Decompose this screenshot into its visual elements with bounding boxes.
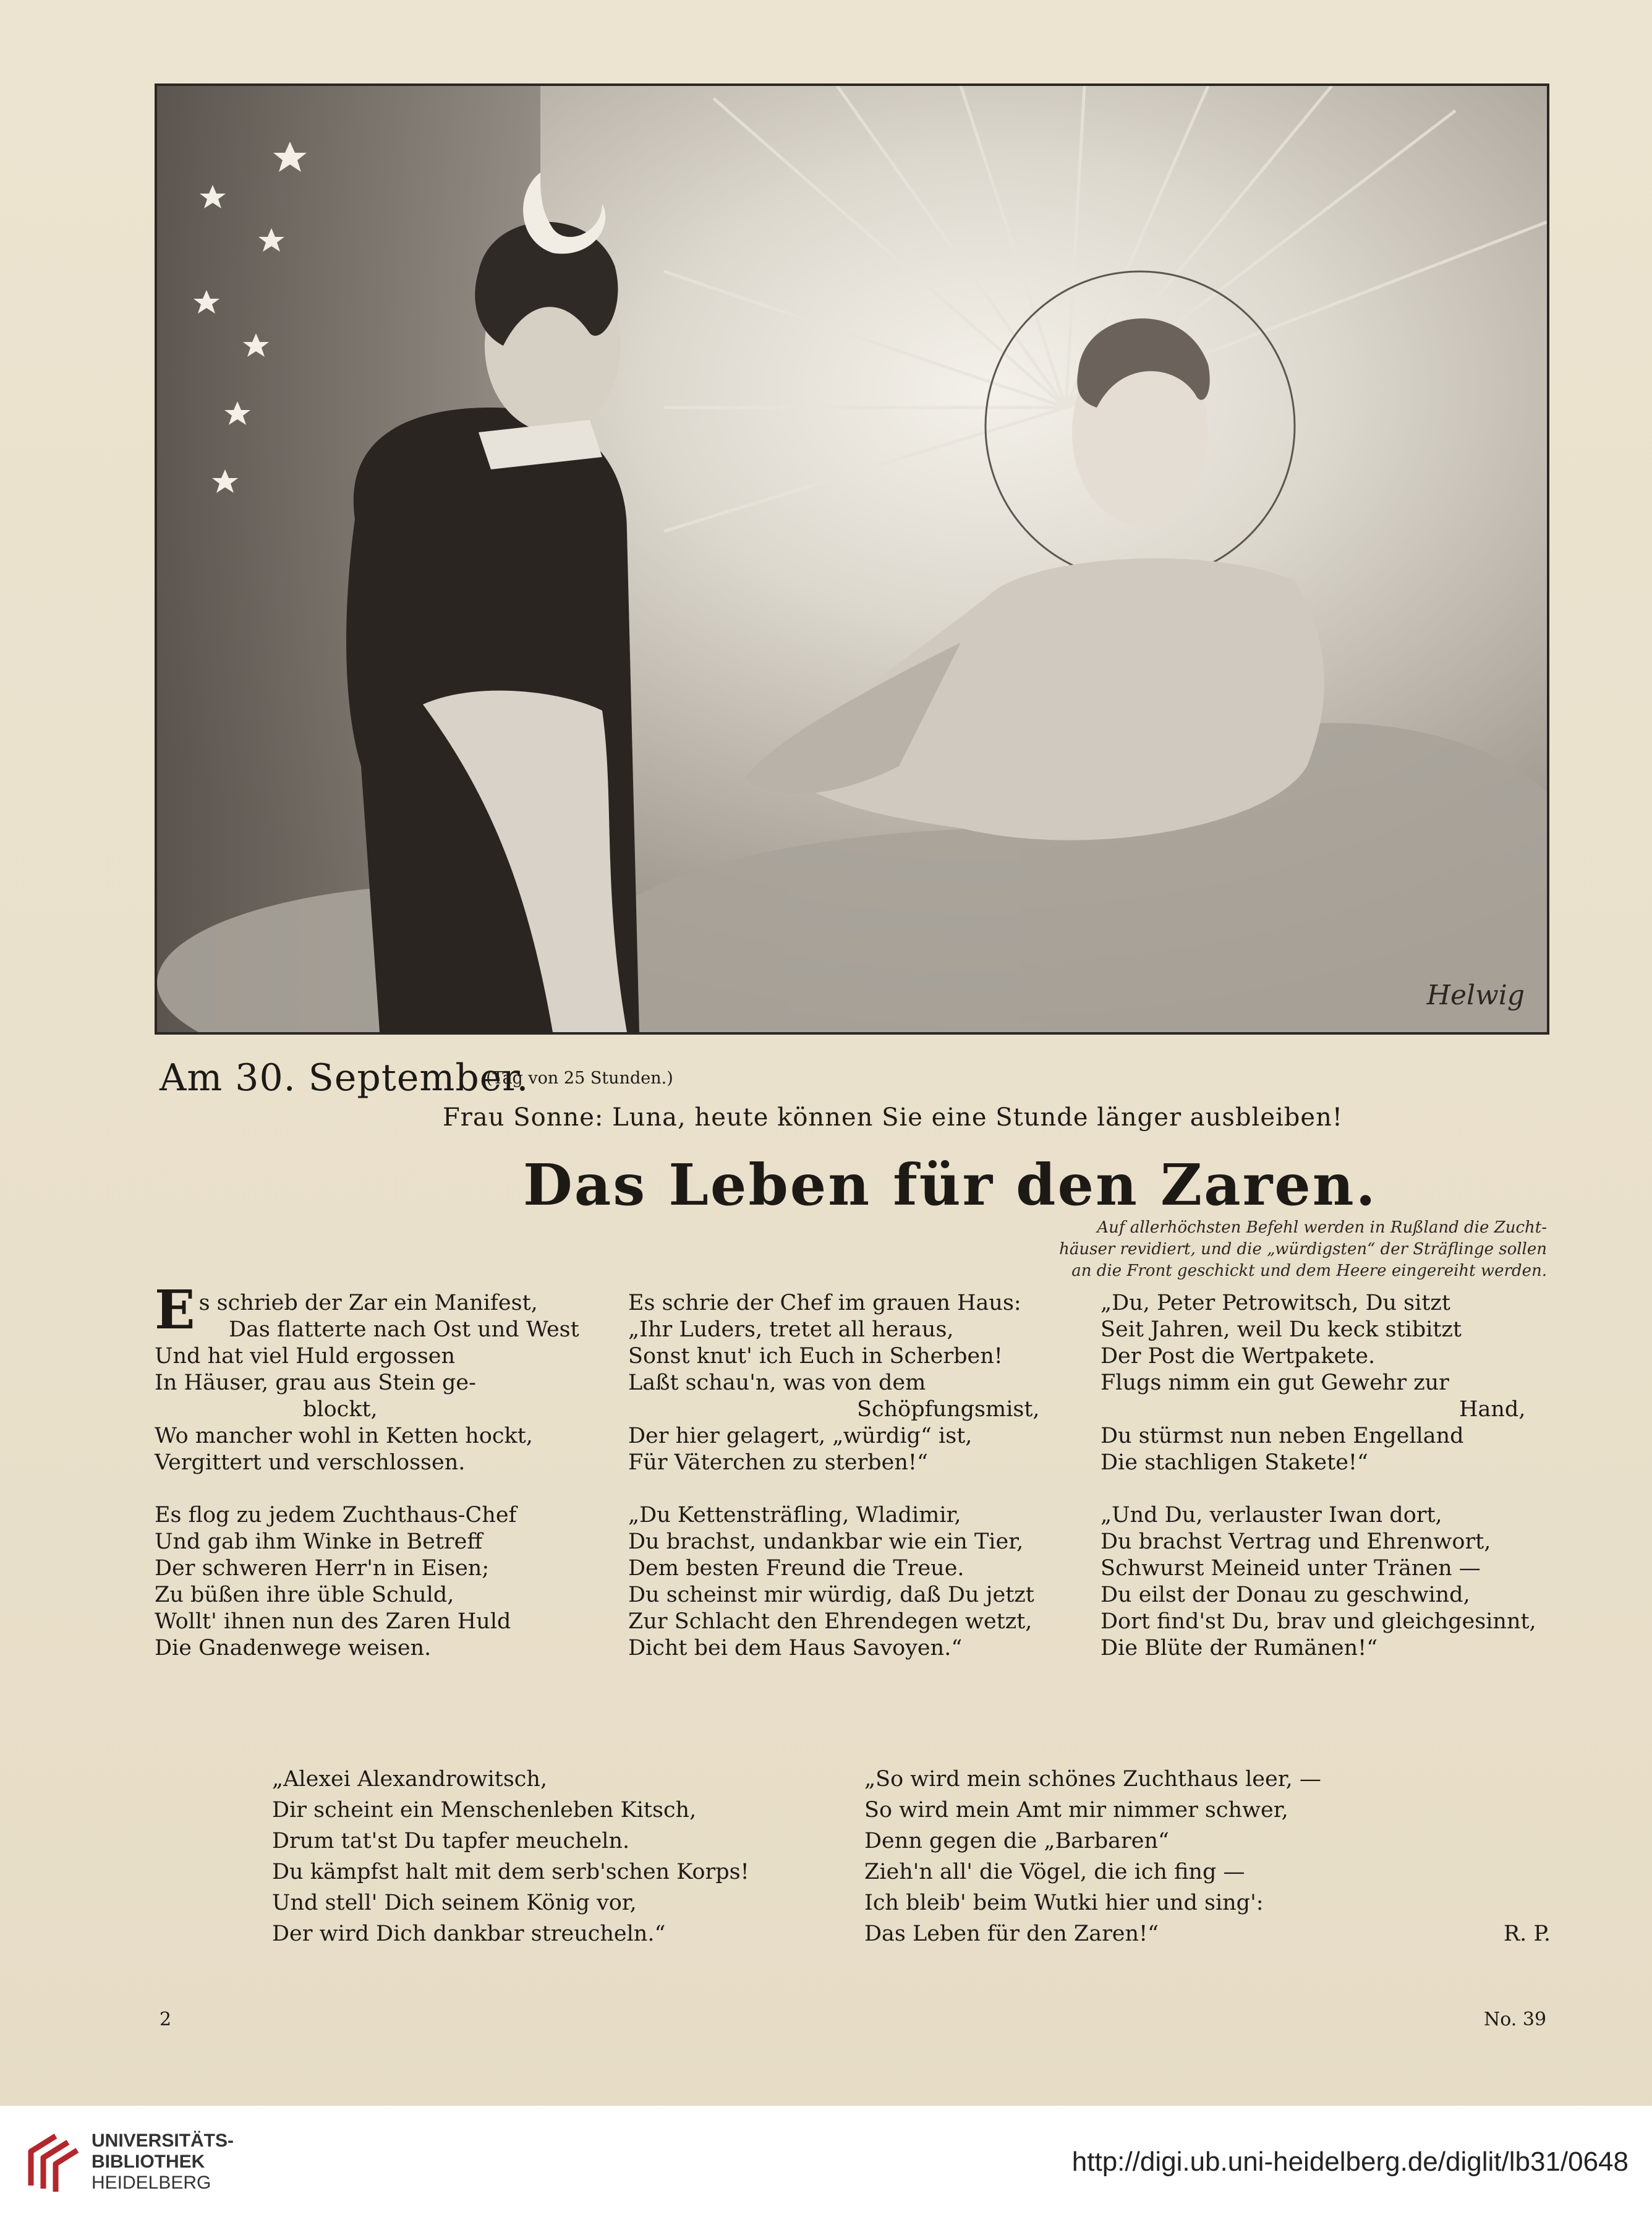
poem-line: Flugs nimm ein gut Gewehr zur [1101, 1370, 1449, 1395]
poem-line-text: s schrieb der Zar ein Manifest, [198, 1291, 538, 1315]
poem-line: Schöpfungsmist, [857, 1397, 1040, 1422]
poem-line: So wird mein Amt mir nimmer schwer, [864, 1798, 1288, 1822]
poem-line: Die Gnadenwege weisen. [155, 1636, 432, 1660]
poem-bottom-right [864, 1764, 1551, 1949]
illustration-artwork [157, 86, 1547, 1032]
poem-line: Du brachst, undankbar wie ein Tier, [628, 1529, 1024, 1554]
poem-bottom-left [272, 1764, 878, 1949]
poem-line: Dicht bei dem Haus Savoyen.“ [628, 1636, 963, 1660]
poem-line: Denn gegen die „Barbaren“ [864, 1829, 1169, 1853]
poem-line: Und gab ihm Winke in Betreff [155, 1529, 483, 1554]
poem-line: „So wird mein schönes Zuchthaus leer, — [864, 1767, 1321, 1792]
poem-line: blockt, [303, 1397, 378, 1422]
note-line: an die Front geschickt und dem Heere eingereiht werden. [1071, 1262, 1547, 1280]
library-name [92, 2130, 234, 2194]
poem-line: Du eilst der Donau zu geschwind, [1101, 1583, 1470, 1607]
poem-line: Und stell' Dich seinem König vor, [272, 1891, 637, 1915]
poem-line: Der wird Dich dankbar streucheln.“ [272, 1921, 666, 1946]
author-initials: R. P. [1503, 1921, 1551, 1946]
issue-number: No. 39 [1484, 2009, 1547, 2030]
poem-line: „Du Kettensträfling, Wladimir, [628, 1503, 961, 1528]
poem-line: Es flog zu jedem Zuchthaus-Chef [155, 1503, 517, 1528]
poem-line: Und hat viel Huld ergossen [155, 1344, 456, 1369]
source-url-link[interactable]: http://digi.ub.uni-heidelberg.de/diglit/lb31/0648 [1071, 2147, 1629, 2177]
poem-line: Laßt schau'n, was von dem [628, 1370, 926, 1395]
poem-line: Der schweren Herr'n in Eisen; [155, 1556, 490, 1581]
artist-signature: Helwig [1426, 980, 1525, 1011]
poem-line: Wollt' ihnen nun des Zaren Huld [155, 1609, 511, 1634]
caption-title: Am 30. September. [160, 1056, 529, 1100]
poem-line: Dem besten Freund die Treue. [628, 1556, 964, 1581]
poem-line: Dir scheint ein Menschenleben Kitsch, [272, 1798, 697, 1822]
poem-line: „Du, Peter Petrowitsch, Du sitzt [1101, 1291, 1450, 1315]
poem-line [864, 1918, 1551, 1949]
caption-dialogue: Frau Sonne: Luna, heute können Sie eine Stunde länger ausbleiben! [443, 1103, 1343, 1132]
poem-line: Seit Jahren, weil Du keck stibitzt [1101, 1317, 1462, 1342]
poem-line: Du kämpfst halt mit dem serb'schen Korps! [272, 1860, 749, 1884]
poem-line: Du stürmst nun neben Engelland [1101, 1424, 1464, 1448]
poem-line: Für Väterchen zu sterben!“ [628, 1450, 928, 1475]
poem-line: Das flatterte nach Ost und West [229, 1317, 579, 1342]
library-name-line: BIBLIOTHEK [92, 2151, 205, 2172]
note-line: Auf allerhöchsten Befehl werden in Rußland die Zucht- [1097, 1218, 1547, 1237]
poem-line: Ich bleib' beim Wutki hier und sing': [864, 1891, 1264, 1915]
library-name-line: HEIDELBERG [92, 2173, 211, 2193]
page-number: 2 [160, 2009, 172, 2030]
editorial-note [884, 1217, 1547, 1282]
poem-line: „Ihr Luders, tretet all heraus, [628, 1317, 954, 1342]
poem-line: Wo mancher wohl in Ketten hockt, [155, 1424, 533, 1448]
poem-line: Dort find'st Du, brav und gleichgesinnt, [1101, 1609, 1536, 1634]
poem-line: Schwurst Meineid unter Tränen — [1101, 1556, 1481, 1581]
poem-line: Vergittert und verschlossen. [155, 1450, 466, 1475]
poem-line: Drum tat'st Du tapfer meucheln. [272, 1829, 630, 1853]
poem-line-text: Das Leben für den Zaren!“ [864, 1921, 1159, 1946]
poem-line: Die stachligen Stakete!“ [1101, 1450, 1368, 1475]
poem-line: Der Post die Wertpakete. [1101, 1344, 1376, 1369]
poem-line: Sonst knut' ich Euch in Scherben! [628, 1344, 1003, 1369]
library-footer [0, 2106, 1652, 2222]
poem-line: Du scheinst mir würdig, daß Du jetzt [628, 1583, 1034, 1607]
poem-headline: Das Leben für den Zaren. [523, 1152, 1377, 1218]
poem-line: Zu büßen ihre üble Schuld, [155, 1583, 454, 1607]
poem-line: Es schrie der Chef im grauen Haus: [628, 1291, 1021, 1315]
poem-line: „Alexei Alexandrowitsch, [272, 1767, 548, 1792]
drop-cap: E [155, 1279, 195, 1341]
poem-line: Der hier gelagert, „würdig“ ist, [628, 1424, 973, 1448]
illustration [155, 83, 1549, 1035]
library-logo-icon [19, 2127, 80, 2195]
poem-column-1 [155, 1279, 587, 1662]
poem-line: Du brachst Vertrag und Ehrenwort, [1101, 1529, 1491, 1554]
poem-column-3 [1101, 1290, 1546, 1662]
poem-line: Zieh'n all' die Vögel, die ich fing — [864, 1860, 1245, 1884]
poem-line: Hand, [1459, 1397, 1526, 1422]
library-name-line: UNIVERSITÄTS- [92, 2130, 234, 2151]
poem-line: Die Blüte der Rumänen!“ [1101, 1636, 1378, 1660]
poem-line: „Und Du, verlauster Iwan dort, [1101, 1503, 1442, 1528]
poem-line: In Häuser, grau aus Stein ge- [155, 1370, 476, 1395]
note-line: häuser revidiert, und die „würdigsten“ der Sträflinge sollen [1059, 1240, 1547, 1258]
caption-subtitle: (Tag von 25 Stunden.) [486, 1069, 673, 1088]
poem-line: Zur Schlacht den Ehrendegen wetzt, [628, 1609, 1032, 1634]
poem-column-2 [628, 1290, 1086, 1662]
